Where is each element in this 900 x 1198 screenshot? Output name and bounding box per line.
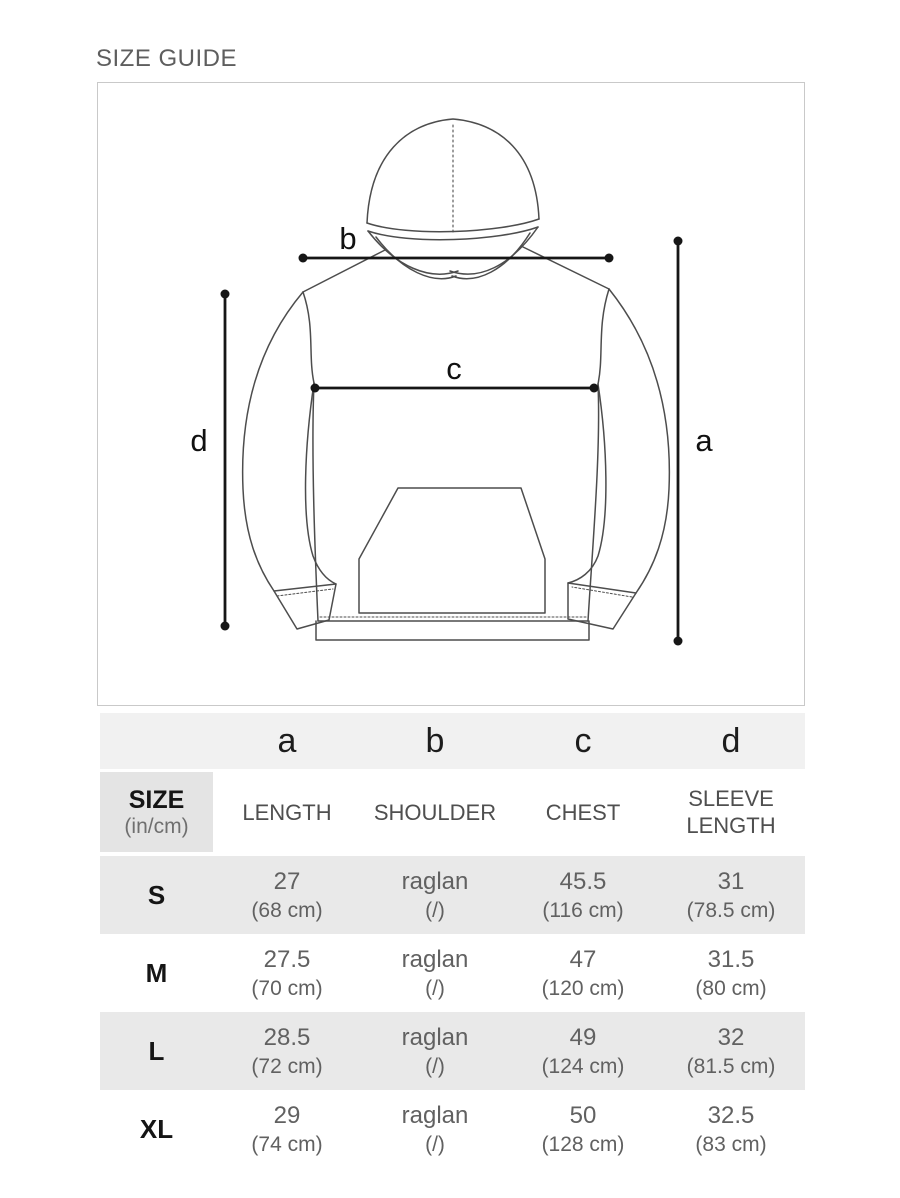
value-sub: (/) [425,1055,445,1078]
measure-label-b: b [339,221,357,256]
value-sub: (81.5 cm) [686,1055,776,1078]
value-main: 27 [273,868,301,895]
size-row-label: S [147,879,166,910]
letters-row-corner-spacer [100,713,213,769]
value-main: 31.5 [707,946,755,973]
sleeve-inner-left [306,383,336,584]
cell-s-length [213,856,361,934]
size-table [100,713,805,1168]
page-title: SIZE GUIDE [96,45,238,72]
cell-l-sleeve-length [657,1012,805,1090]
measurement-b [299,221,614,263]
cell-s-sleeve-length [657,856,805,934]
cell-xl-chest [509,1090,657,1168]
measurement-a [674,237,714,646]
hood-opening-right [450,227,538,274]
value-main: 31 [717,868,745,895]
measure-letters-row [100,713,805,769]
hoodie-diagram [97,82,805,706]
value-sub: (72 cm) [251,1055,323,1078]
cell-xl-sleeve-length [657,1090,805,1168]
value-main: 45.5 [559,868,607,895]
waistband [316,621,589,640]
cell-l-chest [509,1012,657,1090]
value-sub: (83 cm) [695,1133,767,1156]
raglan-seam-left [303,292,314,383]
raglan-seam-right [598,289,609,384]
value-main: 29 [273,1102,301,1129]
column-header-sleeve-length: SLEEVE LENGTH [686,786,776,838]
value-sub: (/) [425,1133,445,1156]
size-row-label: XL [139,1113,174,1144]
measure-dot [221,290,230,299]
column-letter-d: d [721,721,741,760]
table-row-s [100,856,805,934]
shoulder-right [521,246,609,289]
value-sub: (68 cm) [251,899,323,922]
measure-dot [590,384,599,393]
size-corner-label: SIZE [128,785,185,814]
sleeve-inner-right [568,384,606,583]
value-sub: (74 cm) [251,1133,323,1156]
column-header-chest: CHEST [545,799,621,825]
cell-m-sleeve-length [657,934,805,1012]
sleeve-outer-right [609,289,669,593]
cuff-right [568,583,636,629]
value-sub: (80 cm) [695,977,767,1000]
cell-s-chest [509,856,657,934]
cell-m-length [213,934,361,1012]
size-corner-cell [100,772,213,852]
cell-m-chest [509,934,657,1012]
table-row-xl [100,1090,805,1168]
value-main: 27.5 [263,946,311,973]
value-main: raglan [401,946,469,973]
value-sub: (128 cm) [541,1133,625,1156]
column-header-shoulder: SHOULDER [373,799,497,825]
column-letter-c: c [574,721,592,760]
table-row-m [100,934,805,1012]
size-row-label: M [145,957,168,988]
value-sub: (78.5 cm) [686,899,776,922]
cell-xl-shoulder [361,1090,509,1168]
measure-label-a: a [695,423,713,458]
cell-xl-length [213,1090,361,1168]
value-main: 28.5 [263,1024,311,1051]
shoulder-left [303,250,385,292]
value-main: 47 [569,946,597,973]
measure-label-d: d [190,423,208,458]
hoodie-diagram-svg [98,83,804,705]
cuff-left [274,584,336,629]
size-row-label: L [148,1035,165,1066]
column-letter-b: b [425,721,445,760]
measure-dot [311,384,320,393]
size-corner-unit: (in/cm) [124,814,189,838]
cell-s-shoulder [361,856,509,934]
column-header-length: LENGTH [242,799,332,825]
value-main: 32 [717,1024,745,1051]
measurement-d [190,290,229,631]
sleeve-outer-left [243,292,303,591]
value-sub: (/) [425,977,445,1000]
measure-dot [299,254,308,263]
value-sub: (120 cm) [541,977,625,1000]
value-main: 50 [569,1102,597,1129]
cell-m-shoulder [361,934,509,1012]
value-main: raglan [401,868,469,895]
value-main: 49 [569,1024,597,1051]
cell-l-shoulder [361,1012,509,1090]
table-row-l [100,1012,805,1090]
measure-dot [674,237,683,246]
body-side-left [313,383,318,621]
value-sub: (124 cm) [541,1055,625,1078]
kangaroo-pocket [359,488,545,613]
measurement-c [311,351,599,393]
value-main: 32.5 [707,1102,755,1129]
measure-label-c: c [446,351,462,386]
column-header-row [100,772,805,852]
value-main: raglan [401,1024,469,1051]
value-sub: (/) [425,899,445,922]
measure-dot [605,254,614,263]
measure-dot [221,622,230,631]
column-letter-a: a [277,721,297,760]
value-sub: (116 cm) [542,899,624,922]
cell-l-length [213,1012,361,1090]
value-main: raglan [401,1102,469,1129]
measure-dot [674,637,683,646]
value-sub: (70 cm) [251,977,323,1000]
